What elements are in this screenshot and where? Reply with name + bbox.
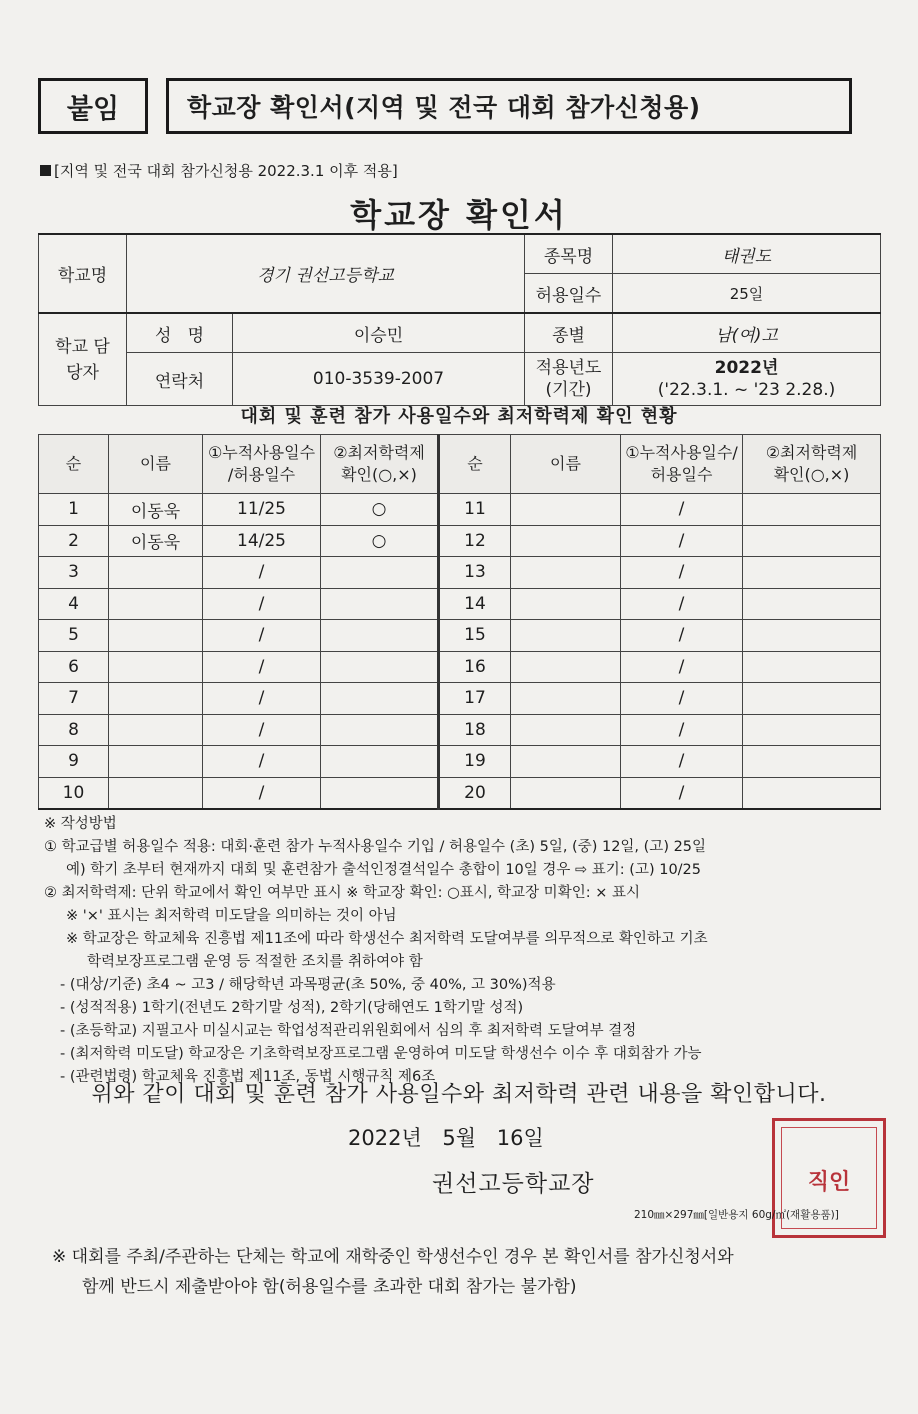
row-days-right: / [621,651,743,683]
row-no-right: 16 [439,651,511,683]
row-no: 2 [39,525,109,557]
row-days-right: / [621,746,743,778]
row-check [321,557,439,589]
row-no-right: 20 [439,777,511,809]
instructions [44,813,884,1089]
row-check [321,588,439,620]
row-check-right [743,557,881,589]
row-name [109,620,203,652]
row-no-right: 19 [439,746,511,778]
header-name: 이름 [109,435,203,494]
header-no-right: 순 [439,435,511,494]
note-dash-2: - (성적적용) 1학기(전년도 2학기말 성적), 2학기(당해연도 1학기말 성적) [60,1000,524,1016]
note-dash-1: - (대상/기준) 초4 ~ 고3 / 해당학년 과목평균(초 50%, 중 40%, 고 30%)적용 [60,977,556,993]
row-days: / [203,683,321,715]
allowed-days-value: 25일 [613,274,881,314]
row-name-right [511,494,621,526]
row-name-right [511,525,621,557]
row-check-right [743,746,881,778]
row-check: ○ [321,525,439,557]
table-row [39,557,881,589]
note-4a: ※ 학교장은 학교체육 진흥법 제11조에 따라 학생선수 최저학력 도달여부를 의무적으로 확인하고 기초 [66,931,708,947]
table-row [39,683,881,715]
row-no-right: 15 [439,620,511,652]
row-name-right [511,683,621,715]
gender-value: 남(여)고 [613,313,881,353]
footer-line-1: ※ 대회를 주최/주관하는 단체는 학교에 재학중인 학생선수인 경우 본 확인서를 참가신청서와 [52,1247,734,1267]
header-no: 순 [39,435,109,494]
note-3: ※ '×' 표시는 최저학력 미도달을 의미하는 것이 아님 [66,908,397,924]
row-days-right: / [621,714,743,746]
row-name [109,714,203,746]
square-bullet-icon [40,165,51,176]
row-name-right [511,620,621,652]
school-name-label: 학교명 [39,234,127,313]
row-check-right [743,683,881,715]
contact-label: 연락처 [127,353,233,406]
header-check: ②최저학력제 확인(○,×) [321,435,439,494]
header-days: ①누적사용일수 /허용일수 [203,435,321,494]
row-name-right [511,651,621,683]
row-check-right [743,651,881,683]
row-days: / [203,620,321,652]
row-days: 14/25 [203,525,321,557]
event-label: 종목명 [525,234,613,274]
row-name-right [511,557,621,589]
issue-date: 2022년 5월 16일 [348,1126,544,1150]
table-row [39,620,881,652]
row-no-right: 13 [439,557,511,589]
table-row [39,651,881,683]
row-days: / [203,557,321,589]
usage-section-title: 대회 및 훈련 참가 사용일수와 최저학력제 확인 현황 [240,406,678,427]
header-check-right: ②최저학력제 확인(○,×) [743,435,881,494]
row-days: / [203,651,321,683]
row-days-right: / [621,588,743,620]
row-days-right: / [621,494,743,526]
top-note: [지역 및 전국 대회 참가신청용 2022.3.1 이후 적용] [40,160,398,181]
row-days: 11/25 [203,494,321,526]
table-row [39,525,881,557]
row-no: 10 [39,777,109,809]
table-row [39,777,881,809]
school-name-value: 경기 권선고등학교 [127,234,525,313]
row-name-right [511,746,621,778]
name-value: 이승민 [233,313,525,353]
manager-label: 학교 담당자 [39,313,127,406]
row-days: / [203,777,321,809]
note-4b: 학력보장프로그램 운영 등 적절한 조치를 취하여야 함 [87,954,423,970]
attachment-label: 붙임 [66,93,120,125]
principal-signature: 권선고등학교장 [432,1171,595,1197]
row-check [321,746,439,778]
row-days-right: / [621,683,743,715]
row-check-right [743,588,881,620]
row-check-right [743,777,881,809]
row-name [109,683,203,715]
row-name-right [511,588,621,620]
name-label: 성 명 [127,313,233,353]
footer-note [52,1242,872,1302]
row-check-right [743,494,881,526]
row-no: 1 [39,494,109,526]
period-value: 2022년 ('22.3.1. ~ '23 2.28.) [613,353,881,406]
row-no-right: 17 [439,683,511,715]
row-no: 3 [39,557,109,589]
table-row [39,494,881,526]
banner-title: 학교장 확인서(지역 및 전국 대회 참가신청용) [187,93,701,122]
confirmation-statement: 위와 같이 대회 및 훈련 참가 사용일수와 최저학력 관련 내용을 확인합니다. [91,1082,827,1107]
info-table [38,233,881,406]
row-check [321,714,439,746]
row-check [321,777,439,809]
table-row [39,714,881,746]
usage-header-row [39,435,881,494]
note-2: ② 최저학력제: 단위 학교에서 확인 여부만 표시 ※ 학교장 확인: ○표시, 학교장 미확인: × 표시 [44,885,640,901]
row-days: / [203,714,321,746]
row-no-right: 18 [439,714,511,746]
row-no: 4 [39,588,109,620]
row-name [109,588,203,620]
row-name: 이동욱 [109,494,203,526]
usage-table [38,434,881,810]
note-dash-5: - (관련법령) 학교체육 진흥법 제11조, 동법 시행규칙 제6조 [60,1069,436,1085]
row-check-right [743,714,881,746]
row-check-right [743,620,881,652]
row-check [321,683,439,715]
row-check [321,620,439,652]
row-days: / [203,588,321,620]
row-check [321,651,439,683]
gender-label: 종별 [525,313,613,353]
row-no: 6 [39,651,109,683]
row-days: / [203,746,321,778]
row-name [109,777,203,809]
note-1b: 예) 학기 초부터 현재까지 대회 및 훈련참가 출석인정결석일수 총합이 10일 경우 ⇨ 표기: (고) 10/25 [66,862,702,878]
row-days-right: / [621,557,743,589]
row-days-right: / [621,620,743,652]
note-1a: ① 학교급별 허용일수 적용: 대회·훈련 참가 누적사용일수 기입 / 허용일수 (초) 5일, (중) 12일, (고) 25일 [44,839,707,855]
table-row [39,746,881,778]
note-dash-3: - (초등학교) 지필고사 미실시교는 학업성적관리위원회에서 심의 후 최저학력 도달여부 결정 [60,1023,637,1039]
period-label: 적용년도 (기간) [525,353,613,406]
header-days-right: ①누적사용일수/ 허용일수 [621,435,743,494]
row-name [109,557,203,589]
row-no: 7 [39,683,109,715]
event-value: 태권도 [613,234,881,274]
allowed-days-label: 허용일수 [525,274,613,314]
row-name-right [511,777,621,809]
row-no: 5 [39,620,109,652]
attachment-label-box [38,78,148,134]
row-check: ○ [321,494,439,526]
row-no: 9 [39,746,109,778]
row-check-right [743,525,881,557]
row-no: 8 [39,714,109,746]
notes-heading: ※ 작성방법 [44,816,117,832]
row-name-right [511,714,621,746]
row-no-right: 12 [439,525,511,557]
row-name: 이동욱 [109,525,203,557]
row-name [109,651,203,683]
official-seal-icon: 직인 [772,1118,886,1238]
table-row [39,588,881,620]
banner-title-box [166,78,852,134]
paper-spec: 210㎜×297㎜[일반용지 60g/㎡(재활용품)] [634,1209,839,1221]
document-title: 학교장 확인서 [350,196,568,234]
note-dash-4: - (최저학력 미도달) 학교장은 기초학력보장프로그램 운영하여 미도달 학생선수 이수 후 대회참가 가능 [60,1046,702,1062]
contact-value: 010-3539-2007 [233,353,525,406]
row-name [109,746,203,778]
row-no-right: 11 [439,494,511,526]
row-days-right: / [621,525,743,557]
row-days-right: / [621,777,743,809]
footer-line-2: 함께 반드시 제출받아야 함(허용일수를 초과한 대회 참가는 불가함) [82,1277,577,1297]
row-no-right: 14 [439,588,511,620]
header-name-right: 이름 [511,435,621,494]
